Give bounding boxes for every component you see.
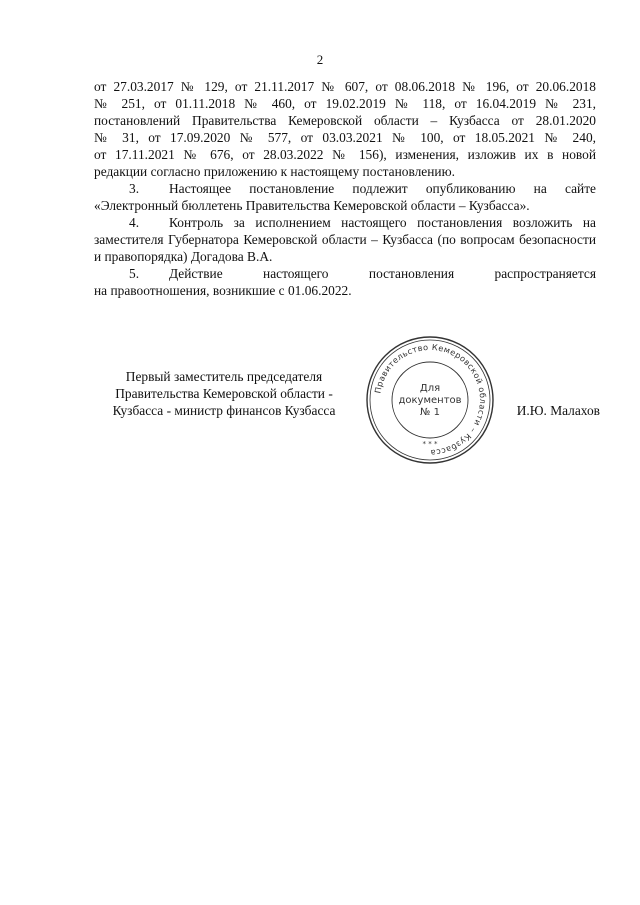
seal-ring-text: Правительство Кемеровской области – Кузбасса [372,341,489,459]
item-4-text: Контроль за исполнением настоящего постановления возложить на заместителя Губернатора Кемеровской области – Кузбасса (по вопросам безопасности и правопорядка) Догадова В.А. [94,215,596,264]
seal-center-line-3: № 1 [420,407,440,418]
signature-position-line-2: Правительства Кемеровской области - [115,386,333,401]
page-number: 2 [316,52,324,67]
intro-paragraph-line-6: редакции согласно приложению к настоящему постановлению. [94,164,455,179]
intro-paragraph-line-3: постановлений Правительства Кемеровской области – Кузбасса от 28.01.2020 [94,113,596,128]
signature-position [94,368,354,419]
item-3-paragraph [94,180,596,214]
seal-center-line-2: документов [398,395,462,406]
item-5-paragraph-line-2: на правоотношения, возникшие с 01.06.2022. [94,283,352,298]
seal-stars: * * * [422,440,438,448]
item-4-number: 4. [129,215,140,230]
signature-position-line-3: Кузбасса - министр финансов Кузбасса [112,403,336,418]
document-body [94,78,596,299]
item-3-text: Настоящее постановление подлежит опубликованию на сайте «Электронный бюллетень Правительства Кемеровской области – Кузбасса». [94,181,596,213]
item-5-number: 5. [129,266,140,281]
signer-name: И.Ю. Малахов [516,403,600,418]
intro-paragraph-line-4: № 31, от 17.09.2020 № 577, от 03.03.2021 № 100, от 18.05.2021 № 240, [94,130,596,145]
item-3-number: 3. [129,181,140,196]
item-5-paragraph-line-1 [94,265,596,282]
official-seal [365,335,495,465]
item-4-paragraph [94,214,596,265]
intro-paragraph-line-2: № 251, от 01.11.2018 № 460, от 19.02.2019 № 118, от 16.04.2019 № 231, [94,96,596,111]
item-5-text-line-1: Действие настоящего постановления распространяется [169,266,596,281]
seal-center-line-1: Для [419,383,441,394]
intro-paragraph-line-5: от 17.11.2021 № 676, от 28.03.2022 № 156), изменения, изложив их в новой [94,147,596,162]
intro-paragraph-line-1: от 27.03.2017 № 129, от 21.11.2017 № 607, от 08.06.2018 № 196, от 20.06.2018 [94,79,596,94]
signature-position-line-1: Первый заместитель председателя [125,369,323,384]
